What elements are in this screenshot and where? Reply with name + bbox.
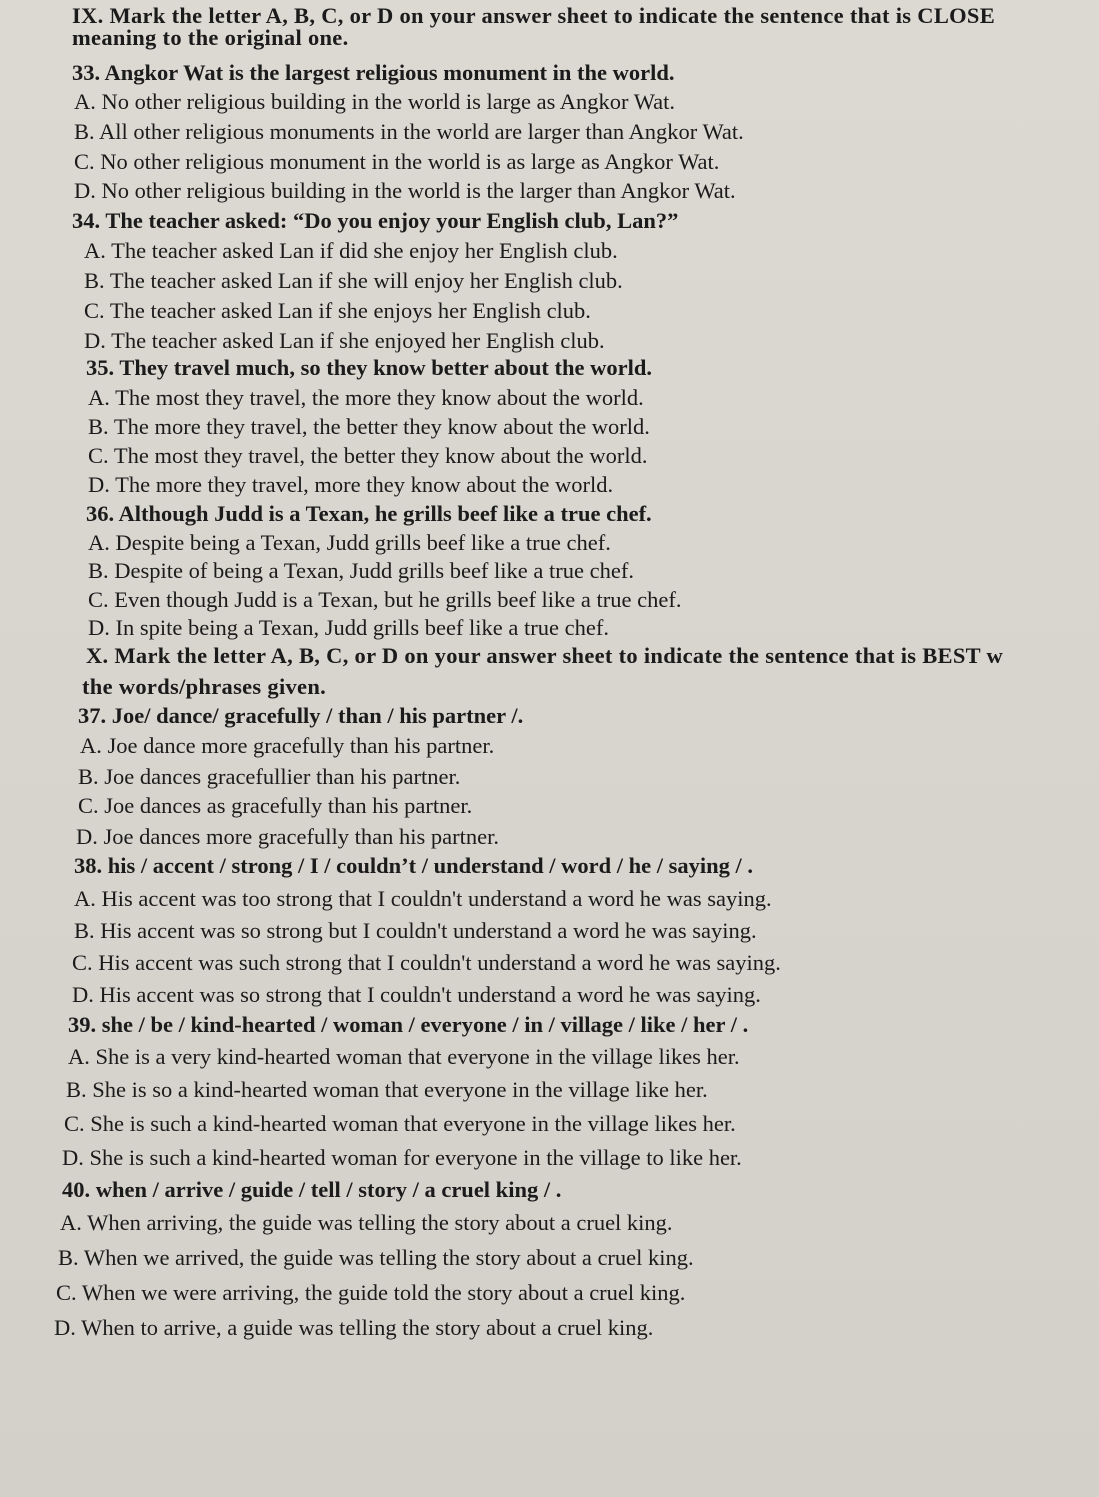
question-33-stem: 33. Angkor Wat is the largest religious monument in the world. [72,60,675,85]
question-36-option-c: C. Even though Judd is a Texan, but he grills beef like a true chef. [88,587,682,612]
section-ix-heading-line2: meaning to the original one. [72,25,349,50]
question-33-option-a: A. No other religious building in the world is large as Angkor Wat. [74,89,676,114]
question-36-option-d: D. In spite being a Texan, Judd grills beef like a true chef. [88,615,609,640]
section-x-heading-line1: X. Mark the letter A, B, C, or D on your answer sheet to indicate the sentence that is BEST w [86,643,1004,668]
question-38-option-c: C. His accent was such strong that I couldn't understand a word he was saying. [72,950,781,975]
question-38-option-d: D. His accent was so strong that I couldn't understand a word he was saying. [72,982,761,1007]
question-40-option-a: A. When arriving, the guide was telling the story about a cruel king. [60,1210,673,1235]
question-34-option-d: D. The teacher asked Lan if she enjoyed her English club. [84,328,605,353]
question-40-option-b: B. When we arrived, the guide was telling the story about a cruel king. [58,1245,694,1270]
question-37-option-c: C. Joe dances as gracefully than his partner. [78,793,473,818]
question-36-stem: 36. Although Judd is a Texan, he grills beef like a true chef. [86,501,652,526]
question-37-option-a: A. Joe dance more gracefully than his partner. [80,733,495,758]
question-35-option-b: B. The more they travel, the better they know about the world. [88,414,650,439]
question-35-option-a: A. The most they travel, the more they know about the world. [88,385,644,410]
question-39-option-a: A. She is a very kind-hearted woman that everyone in the village likes her. [68,1044,740,1069]
question-40-option-d: D. When to arrive, a guide was telling the story about a cruel king. [54,1315,654,1340]
question-37-option-b: B. Joe dances gracefullier than his partner. [78,764,461,789]
question-39-option-d: D. She is such a kind-hearted woman for everyone in the village to like her. [62,1145,742,1170]
question-34-stem: 34. The teacher asked: “Do you enjoy your English club, Lan?” [72,208,679,233]
question-35-option-c: C. The most they travel, the better they know about the world. [88,443,648,468]
question-40-stem: 40. when / arrive / guide / tell / story / a cruel king / . [62,1177,562,1202]
question-33-option-d: D. No other religious building in the world is the larger than Angkor Wat. [74,178,736,203]
question-38-option-b: B. His accent was so strong but I couldn't understand a word he was saying. [74,918,757,943]
question-36-option-a: A. Despite being a Texan, Judd grills beef like a true chef. [88,530,611,555]
section-x-heading-line2: the words/phrases given. [82,674,327,699]
question-39-stem: 39. she / be / kind-hearted / woman / everyone / in / village / like / her / . [68,1012,749,1037]
question-38-option-a: A. His accent was too strong that I couldn't understand a word he was saying. [74,886,772,911]
question-34-option-b: B. The teacher asked Lan if she will enjoy her English club. [84,268,623,293]
question-35-option-d: D. The more they travel, more they know about the world. [88,472,614,497]
question-34-option-c: C. The teacher asked Lan if she enjoys her English club. [84,298,591,323]
question-36-option-b: B. Despite of being a Texan, Judd grills beef like a true chef. [88,558,634,583]
question-38-stem: 38. his / accent / strong / I / couldn’t / understand / word / he / saying / . [74,853,754,878]
section-ix-heading-line1: IX. Mark the letter A, B, C, or D on your answer sheet to indicate the sentence that is CLOSE [72,3,996,28]
question-39-option-c: C. She is such a kind-hearted woman that everyone in the village likes her. [64,1111,736,1136]
question-35-stem: 35. They travel much, so they know better about the world. [86,355,653,380]
question-39-option-b: B. She is so a kind-hearted woman that everyone in the village like her. [66,1077,708,1102]
question-37-option-d: D. Joe dances more gracefully than his partner. [76,824,499,849]
question-33-option-c: C. No other religious monument in the world is as large as Angkor Wat. [74,149,720,174]
question-34-option-a: A. The teacher asked Lan if did she enjoy her English club. [84,238,618,263]
question-33-option-b: B. All other religious monuments in the world are larger than Angkor Wat. [74,119,744,144]
question-40-option-c: C. When we were arriving, the guide told the story about a cruel king. [56,1280,686,1305]
question-37-stem: 37. Joe/ dance/ gracefully / than / his partner /. [78,703,524,728]
